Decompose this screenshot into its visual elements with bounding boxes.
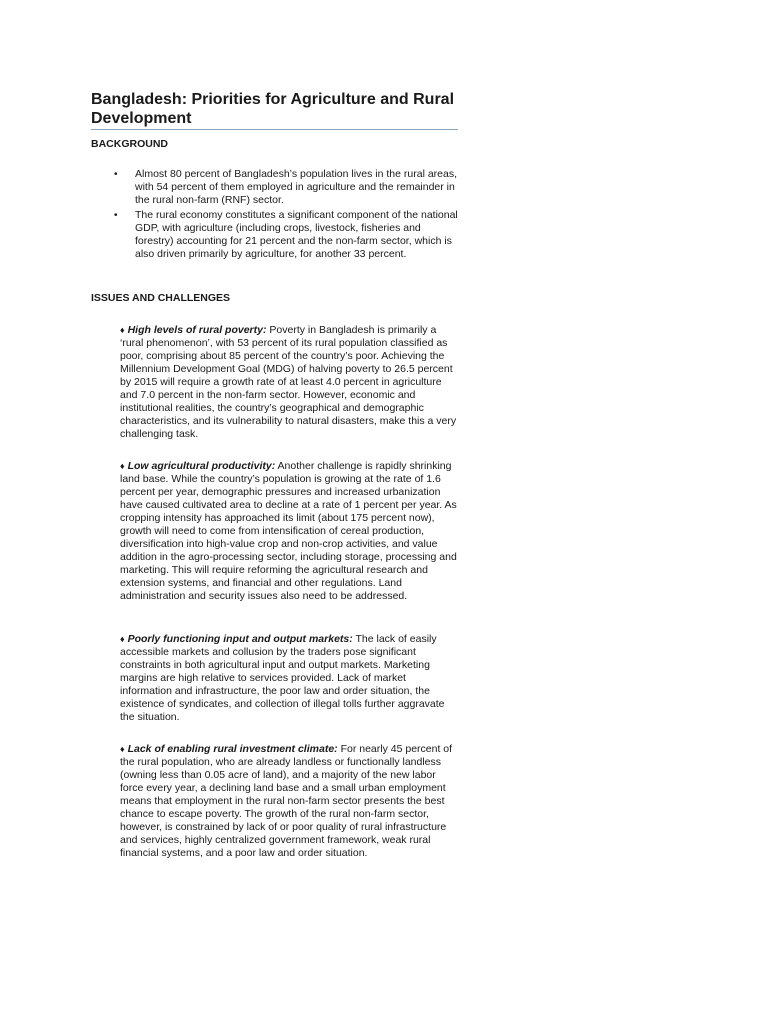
issue-paragraph xyxy=(120,633,458,724)
issue-lead: Lack of enabling rural investment climate: xyxy=(127,743,338,755)
issue-text: Another challenge is rapidly shrinking land base. While the country’s population is growing at the rate of 1.6 percent per year, demographic pressures and increased urbanization have caused cultivated area to decline at a rate of 1 percent per year. As cropping intensity has approached its limit (about 175 percent now), growth will need to come from intensification of cereal production, diversification into high-value crop and non-crop activities, and value addition in the agro-processing sector, including storage, processing and marketing. This will require reforming the agricultural research and extension systems, and financial and other regulations. Land administration and security issues also need to be addressed. xyxy=(120,460,457,602)
bullet-icon: • xyxy=(114,210,118,221)
background-bullet xyxy=(91,168,458,207)
background-heading: BACKGROUND xyxy=(91,138,168,150)
issue-text: Poverty in Bangladesh is primarily a ‘rural phenomenon’, with 53 percent of its rural population classified as poor, comprising about 85 percent of the country’s poor. Achieving the Millennium Development Goal (MDG) of halving poverty to 26.5 percent by 2015 will require a growth rate of at least 4.0 percent in agriculture and 7.0 percent in the non-farm sector. However, economic and institutional realities, the country’s geographical and demographic characteristics, and its vulnerability to natural disasters, make this a very challenging task. xyxy=(120,324,457,440)
issue-paragraph xyxy=(120,324,458,441)
title-divider xyxy=(91,129,458,130)
issue-lead: High levels of rural poverty xyxy=(127,324,263,336)
issues-heading: ISSUES AND CHALLENGES xyxy=(91,292,231,304)
issue-lead-separator: : xyxy=(271,460,276,472)
bullet-icon: • xyxy=(114,169,118,180)
issue-lead-separator: : xyxy=(262,324,267,336)
issue-text: The lack of easily accessible markets and collusion by the traders pose significant constraints in both agricultural input and output markets. Marketing margins are high relative to services provided. Lack of market information and infrastructure, the poor law and order situation, the existence of syndicates, and collection of illegal tolls further aggravate the situation. xyxy=(120,633,445,723)
bullet-text: The rural economy constitutes a significant component of the national GDP, with agriculture (including crops, livestock, fisheries and forestry) accounting for 21 percent and the non-farm sector, which is also driven primarily by agriculture, for another 33 percent. xyxy=(135,209,458,260)
issue-paragraph xyxy=(120,460,458,603)
diamond-bullet-icon: ♦ xyxy=(120,461,125,471)
diamond-bullet-icon: ♦ xyxy=(120,634,125,644)
issue-paragraph xyxy=(120,743,458,860)
background-bullet xyxy=(91,209,458,261)
document-title: Bangladesh: Priorities for Agriculture and Rural Development xyxy=(91,91,455,127)
issue-lead-separator: : xyxy=(349,633,353,645)
diamond-bullet-icon: ♦ xyxy=(120,744,125,754)
issue-text: For nearly 45 percent of the rural population, who are already landless or functionally landless (owning less than 0.05 acre of land), and a majority of the new labor force every year, a declining land base and a small urban employment means that employment in the rural non-farm sector presents the best chance to escape poverty. The growth of the rural non-farm sector, however, is constrained by lack of or poor quality of rural infrastructure and services, highly centralized government framework, weak rural financial systems, and a poor law and order situation. xyxy=(120,743,453,859)
issue-lead: Low agricultural productivity xyxy=(127,460,272,472)
background-bullet-list xyxy=(91,168,458,263)
diamond-bullet-icon: ♦ xyxy=(120,325,125,335)
bullet-text: Almost 80 percent of Bangladesh’s population lives in the rural areas, with 54 percent of them employed in agriculture and the remainder in the rural non-farm (RNF) sector. xyxy=(135,168,457,206)
issue-lead: Poorly functioning input and output markets xyxy=(127,633,350,645)
